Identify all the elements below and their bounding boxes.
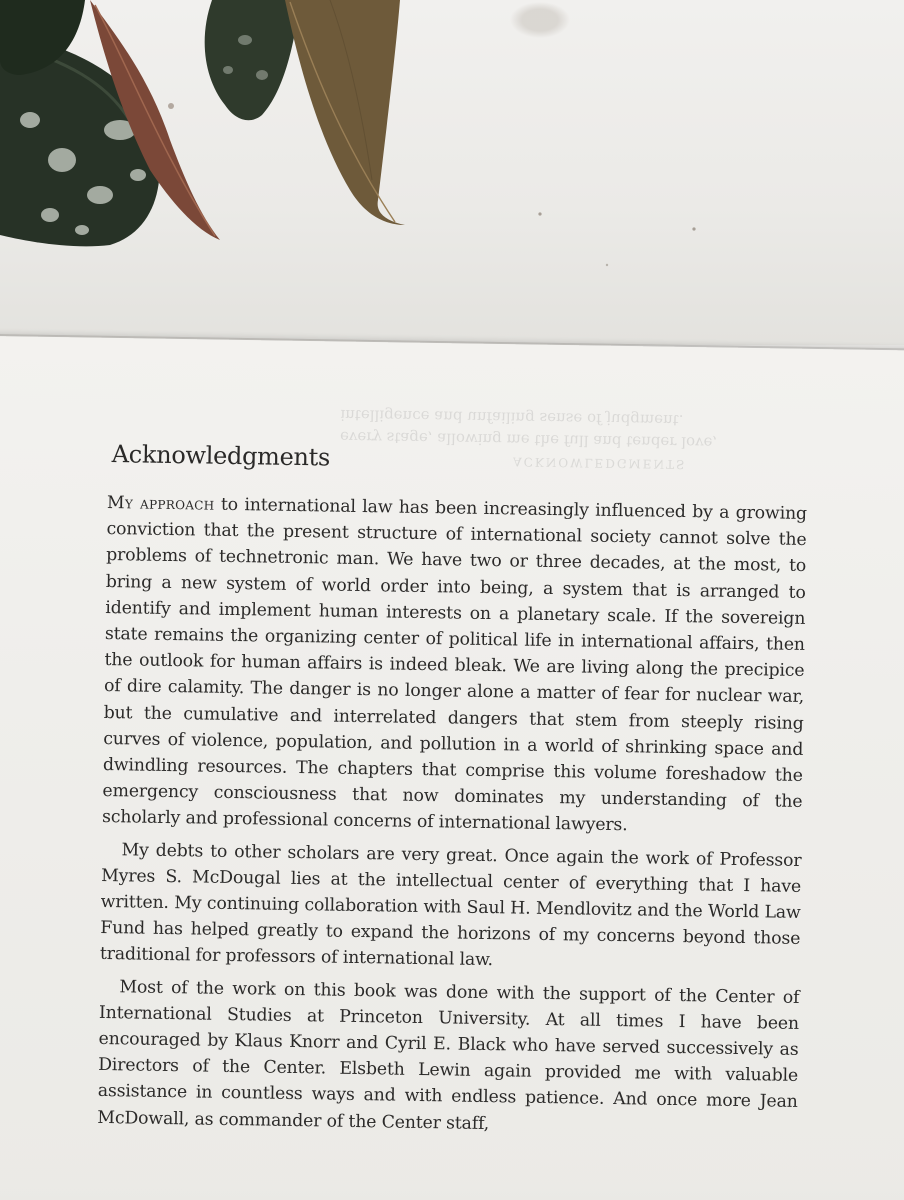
page-heading: Acknowledgments	[111, 440, 331, 472]
plant-leaves	[0, 0, 904, 345]
page-text	[97, 440, 808, 1142]
paragraph-3: Most of the work on this book was done with the support of the Center of International Studies at Princeton University. At all times I have been encouraged by Klaus Knorr and Cyril E. Black who have served successively as Directors of the Center. Elsbeth Lewin again provided me with valuable assistance in countless ways and with endless patience. And once more Jean McDowall, as commander of the Center staff,	[97, 976, 800, 1134]
paragraph-lead-in: My approach	[106, 492, 215, 515]
paragraph-2: My debts to other scholars are very great. Once again the work of Professor Myres S. McDougal lies at the intellectual center of everything that I have written. My continuing collaboration with Saul H. Mendlovitz and the World Law Fund has helped greatly to expand the horizons of my concerns beyond those traditional for professors of international law.	[99, 839, 802, 971]
paragraph-1	[102, 490, 807, 842]
pointed-leaf	[285, 0, 405, 225]
paragraph-text: to international law has been increasingly influenced by a growing conviction that the present structure of international society cannot solve the problems of technetronic man. We have two or three decades, at the most, to bring a new system of world order into being, a system that is arranged to identify and implement human interests on a planetary scale. If the sovereign state remains the organizing center of political life in international affairs, then the outlook for human affairs is indeed bleak. We are living along the precipice of dire calamity. The danger is no longer alone a matter of fear for nuclear war, but the cumulative and interrelated dangers that stem from steeply rising curves of violence, population, and pollution in a world of shrinking space and dwindling resources. The chapters that comprise this volume foreshadow the emergency consciousness that now dominates my understanding of the scholarly and professional concerns of international lawyers.	[101, 494, 808, 836]
curled-leaf	[205, 0, 300, 120]
bottom-shading	[0, 1178, 904, 1200]
